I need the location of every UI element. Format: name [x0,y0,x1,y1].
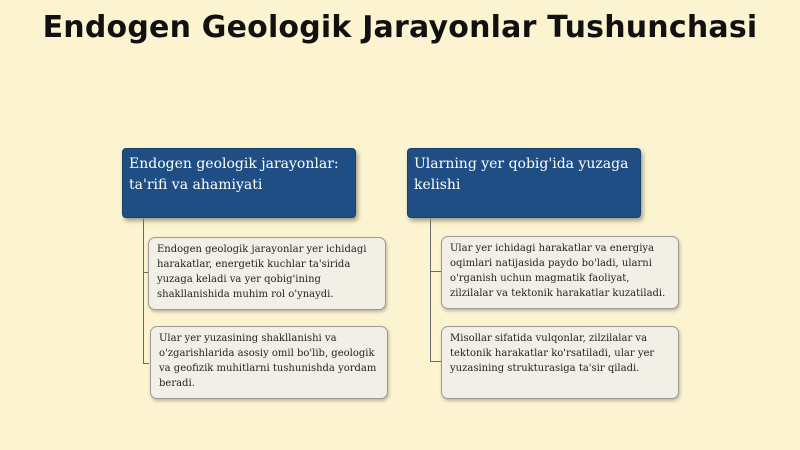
column-1-card-2: Ular yer yuzasining shakllanishi va o'zgarishlarida asosiy omil bo'lib, geologik va geofizik muhitlarni tushunishda yordam beradi. [150,326,388,399]
column-2-card-1: Ular yer ichidagi harakatlar va energiya oqimlari natijasida paydo bo'ladi, ularni o'rganish uchun magmatik faoliyat, zilzilalar va tektonik harakatlar kuzatiladi. [441,236,679,309]
column-1-connector-vertical [143,219,144,364]
column-1-header: Endogen geologik jarayonlar: ta'rifi va ahamiyati [122,148,356,218]
column-1-card-1: Endogen geologik jarayonlar yer ichidagi harakatlar, energetik kuchlar ta'sirida yuzaga keladi va yer qobig'ining shakllanishida muhim rol o'ynaydi. [148,237,386,310]
column-2-connector-vertical [430,219,431,362]
column-2-card-2: Misollar sifatida vulqonlar, zilzilalar va tektonik harakatlar ko'rsatiladi, ular yer yuzasining strukturasiga ta'sir qiladi. [441,326,679,399]
page-title: Endogen Geologik Jarayonlar Tushunchasi [42,10,758,45]
column-2-header: Ularning yer qobig'ida yuzaga kelishi [407,148,641,218]
column-1-connector-branch-2 [143,363,149,364]
